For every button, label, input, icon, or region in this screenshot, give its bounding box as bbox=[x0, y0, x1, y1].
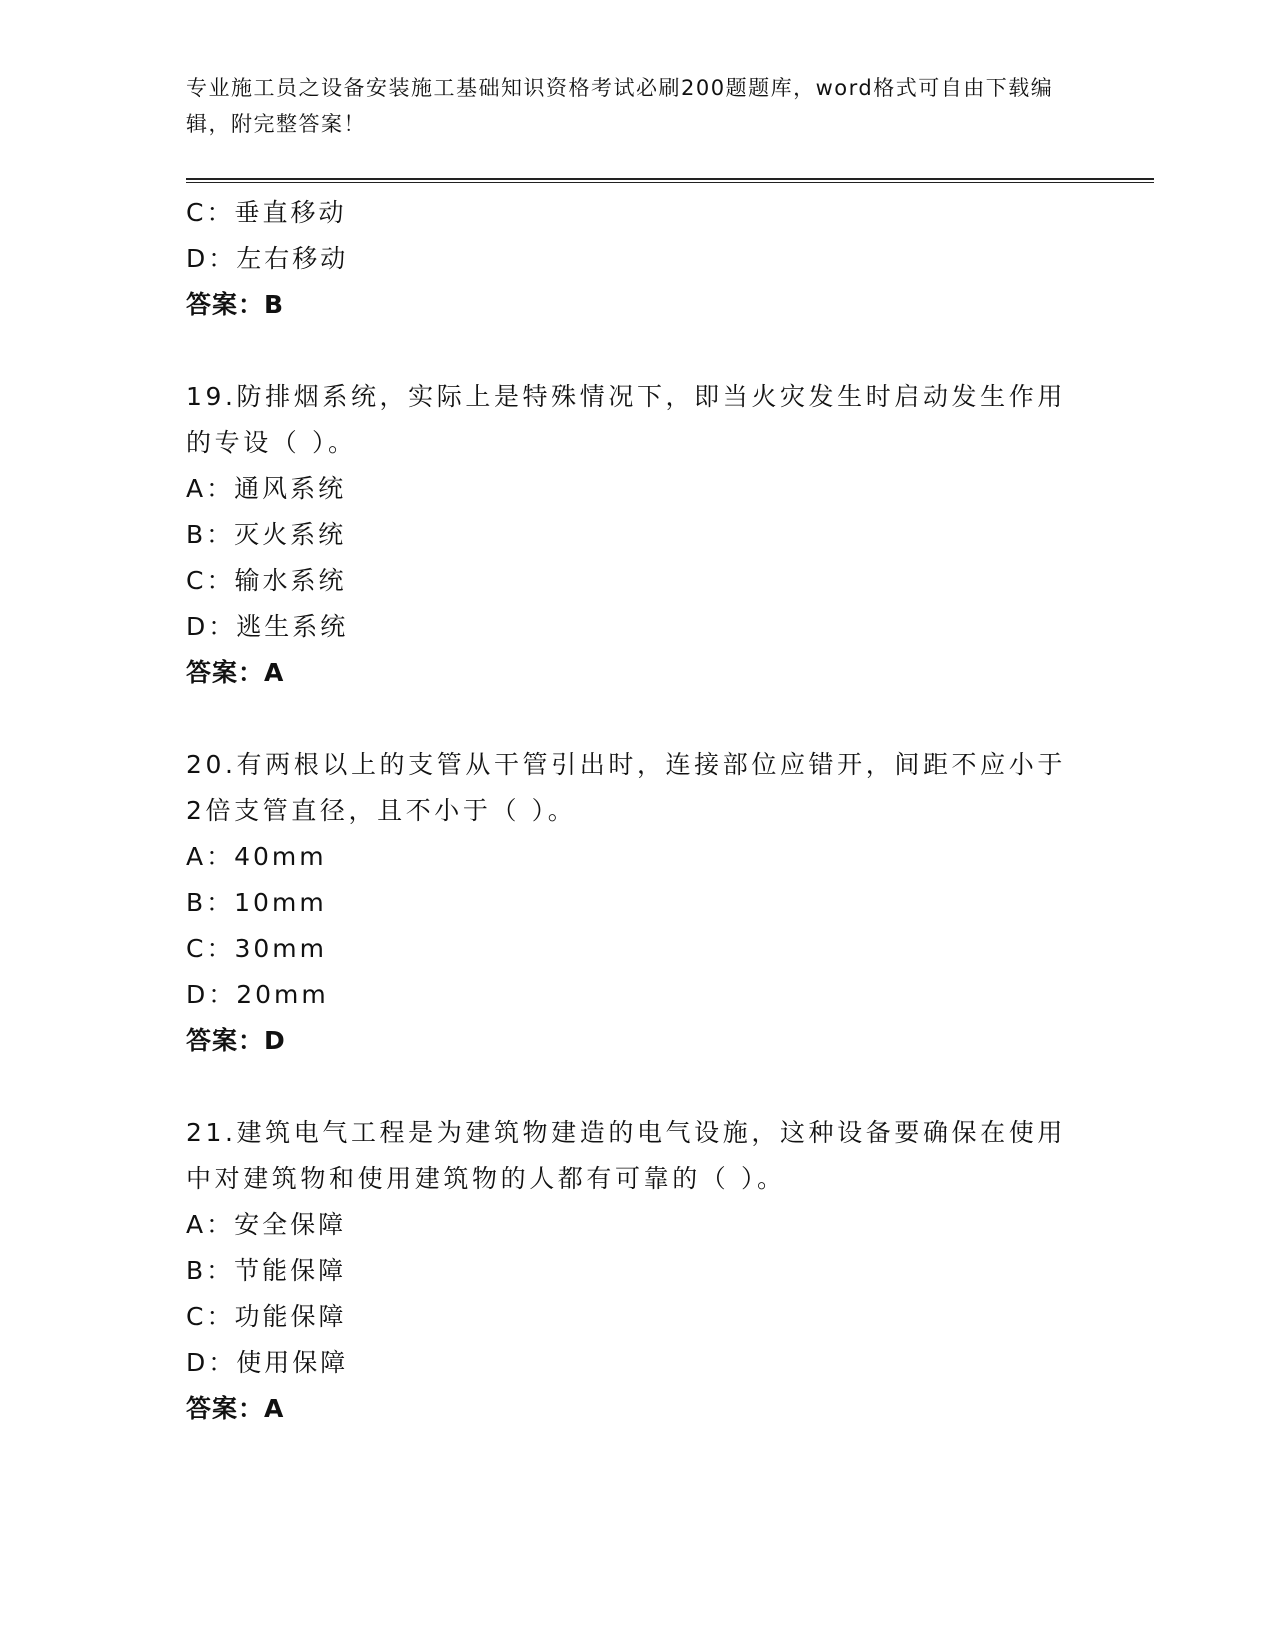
option-a: A：安全保障 bbox=[186, 1210, 347, 1239]
answer-line: 答案：A bbox=[186, 1394, 285, 1423]
answer-line: 答案：D bbox=[186, 1026, 286, 1055]
question-19 bbox=[186, 374, 1086, 696]
spacer bbox=[186, 696, 1086, 742]
option-d: D：左右移动 bbox=[186, 244, 349, 273]
option-a: A：40mm bbox=[186, 842, 327, 871]
option-b: B：10mm bbox=[186, 888, 327, 917]
question-content bbox=[186, 190, 1086, 1432]
option-b: B：节能保障 bbox=[186, 1256, 347, 1285]
spacer bbox=[186, 1064, 1086, 1110]
question-stem: 20.有两根以上的支管从干管引出时，连接部位应错开，间距不应小于 bbox=[186, 750, 1066, 779]
header-divider bbox=[186, 178, 1154, 183]
answer-line: 答案：A bbox=[186, 658, 285, 687]
question-stem: 21.建筑电气工程是为建筑物建造的电气设施，这种设备要确保在使用 bbox=[186, 1118, 1066, 1147]
question-21 bbox=[186, 1110, 1086, 1432]
answer-line: 答案：B bbox=[186, 290, 285, 319]
option-a: A：通风系统 bbox=[186, 474, 347, 503]
option-b: B：灭火系统 bbox=[186, 520, 347, 549]
option-d: D：20mm bbox=[186, 980, 329, 1009]
question-stem: 2倍支管直径，且不小于（ ）。 bbox=[186, 796, 577, 825]
option-c: C：功能保障 bbox=[186, 1302, 347, 1331]
question-stem: 中对建筑物和使用建筑物的人都有可靠的（ ）。 bbox=[186, 1164, 786, 1193]
option-c: C：30mm bbox=[186, 934, 327, 963]
option-c: C：垂直移动 bbox=[186, 198, 347, 227]
option-d: D：逃生系统 bbox=[186, 612, 349, 641]
question-stem: 19.防排烟系统，实际上是特殊情况下，即当火灾发生时启动发生作用 bbox=[186, 382, 1066, 411]
option-c: C：输水系统 bbox=[186, 566, 347, 595]
question-stem: 的专设（ ）。 bbox=[186, 428, 357, 457]
question-20 bbox=[186, 742, 1086, 1064]
page-header: 专业施工员之设备安装施工基础知识资格考试必刷200题题库，word格式可自由下载编辑，附完整答案！ bbox=[186, 76, 1054, 136]
option-d: D：使用保障 bbox=[186, 1348, 349, 1377]
spacer bbox=[186, 328, 1086, 374]
